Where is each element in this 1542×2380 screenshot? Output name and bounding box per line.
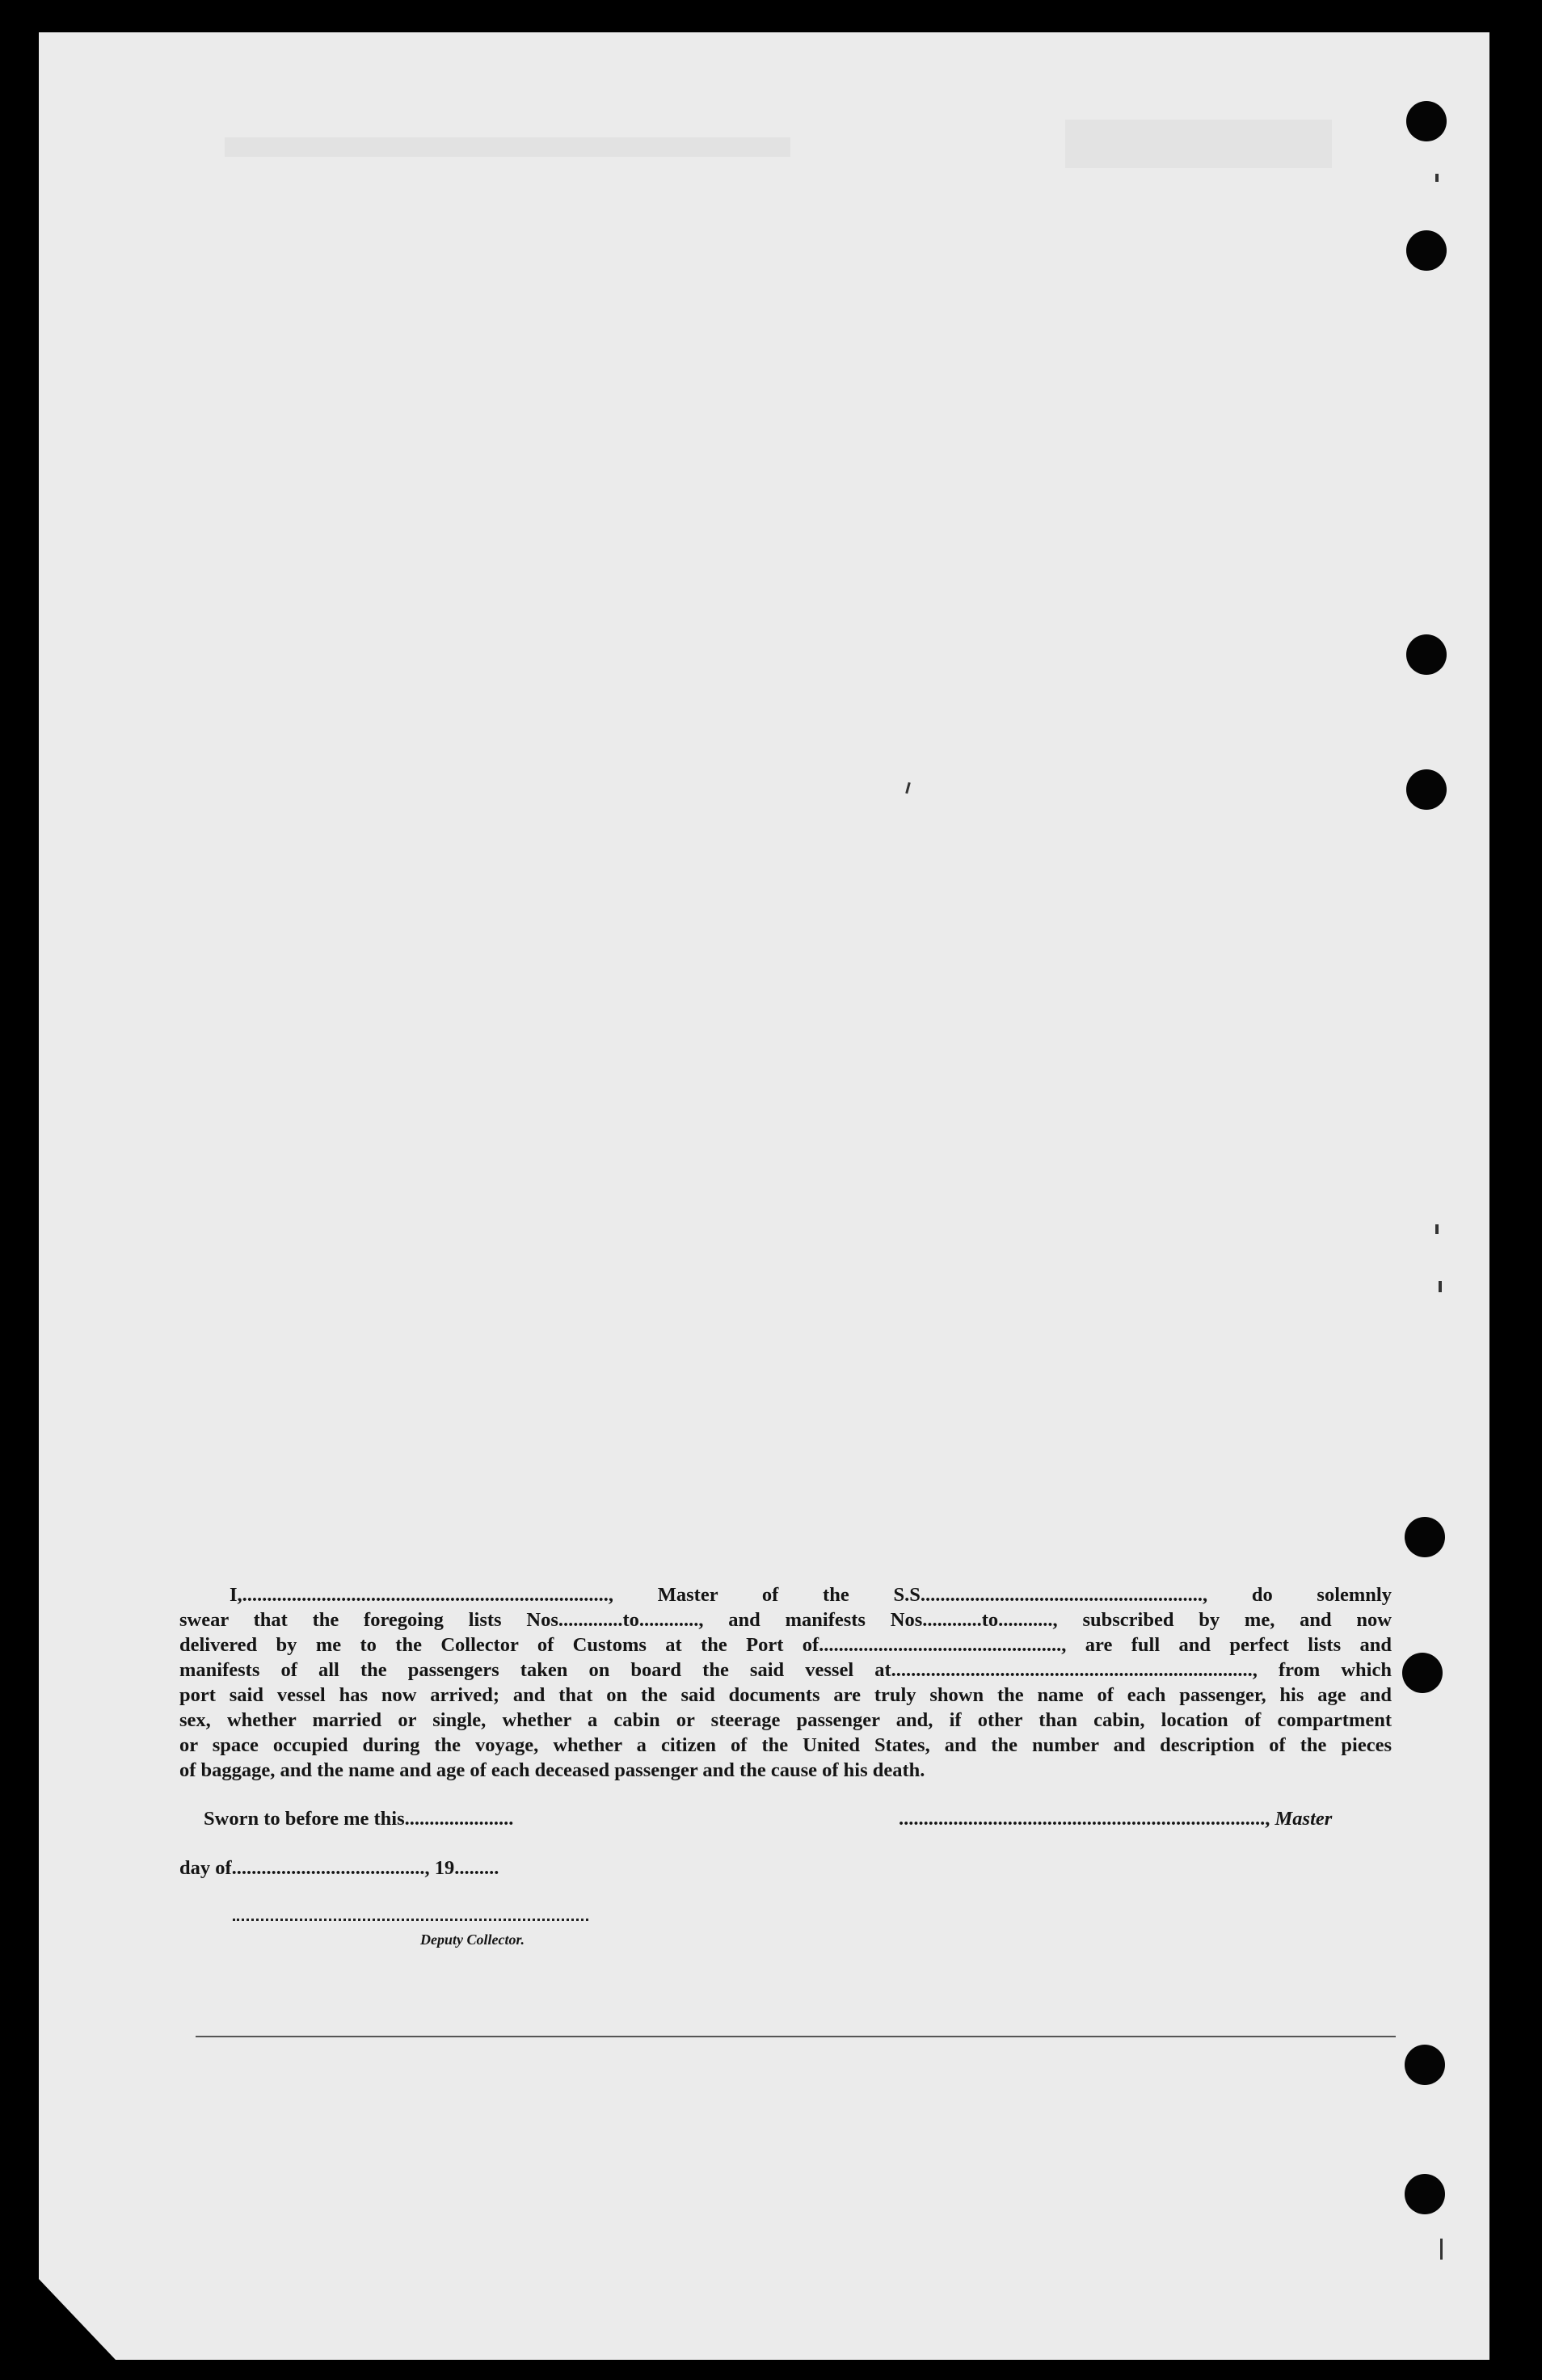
oath-line: of baggage, and the name and age of each deceased passenger and the cause of his death. [179,1759,925,1781]
oath-line: sex, whether married or single, whether a cabin or steerage passenger and, if other than cabin, location of compartment [179,1709,1392,1731]
oath-line: or space occupied during the voyage, whether a citizen of the United States, and the number and description of the pieces [179,1734,1392,1756]
deputy-collector-label: Deputy Collector. [420,1931,525,1948]
oath-line: swear that the foregoing lists Nos.............to............, and manifests Nos............to..........., subscribed by me, and now [179,1609,1392,1631]
punch-hole [1405,2174,1445,2214]
punch-hole [1402,1653,1443,1693]
punch-hole [1406,634,1447,675]
faint-bleedthrough [1065,120,1332,168]
faint-bleedthrough [225,137,790,157]
punch-hole [1405,2045,1445,2085]
punch-hole [1405,1517,1445,1557]
oath-line: port said vessel has now arrived; and that on the said documents are truly shown the name of each passenger, his age and [179,1684,1392,1706]
manifest-page [39,32,1489,2360]
oath-line: manifests of all the passengers taken on board the said vessel at........................................................................., from which [179,1659,1392,1681]
oath-line: delivered by me to the Collector of Customs at the Port of................................................., are full and perfect lists and [179,1634,1392,1656]
master-signature-dots: .........................................................................., [899,1808,1270,1830]
sworn-line: Sworn to before me this...................... [204,1808,514,1830]
master-signature-line [899,1808,1332,1830]
punch-hole [1406,101,1447,141]
speck [1435,1224,1439,1234]
speck [1440,2239,1443,2260]
oath-line: I,.........................................................................., Master of the S.S........................................................., do solemnly [230,1584,1392,1606]
day-of-line: day of......................................., 19......... [179,1857,499,1879]
punch-hole [1406,769,1447,810]
speck [1439,1281,1442,1292]
master-label: Master [1274,1808,1333,1830]
master-oath [179,1582,1392,1783]
horizontal-rule [196,2036,1396,2037]
speck [1435,174,1439,182]
deputy-signature-line [233,1919,588,1921]
punch-hole [1406,230,1447,271]
